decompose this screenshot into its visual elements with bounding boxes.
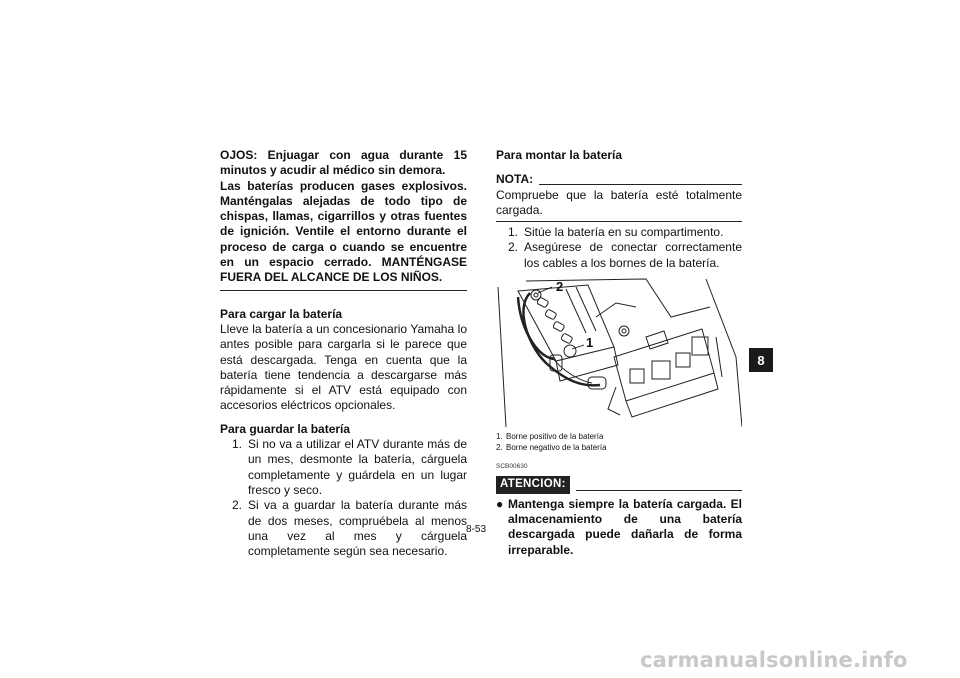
mount-item-text: Sitúe la batería en su compartimento. xyxy=(524,225,724,240)
right-column xyxy=(496,148,742,558)
store-item xyxy=(220,498,467,559)
left-column xyxy=(220,148,467,559)
battery-drawing xyxy=(496,277,742,427)
atencion-label: ATENCION: xyxy=(496,476,570,493)
warning-eyes-text: OJOS: Enjuagar con agua durante 15 minutos y acudir al médico sin demora. xyxy=(220,148,467,178)
chapter-tab: 8 xyxy=(749,348,773,372)
store-item-text: Si no va a utilizar el ATV durante más de un mes, desmonte la batería, cárguela completamente y guárdela en un lugar fresco y seco. xyxy=(248,437,467,497)
mount-item xyxy=(496,240,742,271)
mount-item-number: 2. xyxy=(507,240,518,255)
atencion-bullet xyxy=(496,497,742,558)
bullet-icon: ● xyxy=(496,496,504,511)
nota-label-row xyxy=(496,172,742,187)
store-item-number: 2. xyxy=(231,498,242,513)
caption-number: 1. xyxy=(496,432,503,442)
nota-text: Compruebe que la batería esté totalmente cargada. xyxy=(496,187,742,217)
mount-item-number: 1. xyxy=(507,225,518,240)
mount-heading: Para montar la batería xyxy=(496,148,623,162)
atencion-label-row xyxy=(496,476,742,493)
nota-rule xyxy=(539,184,742,185)
store-item-number: 1. xyxy=(231,437,242,452)
store-heading: Para guardar la batería xyxy=(220,421,351,436)
figure-label-1: 1 xyxy=(586,335,594,351)
atencion-rule xyxy=(576,490,742,491)
watermark[interactable]: carmanualsonline.info xyxy=(640,648,908,672)
store-item xyxy=(220,437,467,498)
store-item-text: Si va a guardar la batería durante más de dos meses, compruébela al menos una vez al mes y cárguela completamente según sea necesario. xyxy=(248,498,467,559)
battery-illustration xyxy=(496,277,742,427)
caption-number: 2. xyxy=(496,443,503,453)
charge-text: Lleve la batería a un concesionario Yamaha lo antes posible para cargarla si le parece que está descargada. Tenga en cuenta que la batería tiene tendencia a descargarse más rápidamente si el ATV está equipado con accesorios eléctricos opcionales. xyxy=(220,321,467,413)
charge-heading: Para cargar la batería xyxy=(220,306,343,321)
mount-item xyxy=(496,225,742,240)
figure-caption xyxy=(496,431,742,442)
warning-gases-text: Las baterías producen gases explosivos. Manténgalas alejadas de todo tipo de chispas, llamas, cigarrillos y otras fuentes de ignición. Ventile el entorno durante el proceso de carga o cuando se encuentre en un espacio cerrado. MANTÉNGASE FUERA DEL ALCANCE DE LOS NIÑOS. xyxy=(220,178,467,285)
nota-label: NOTA: xyxy=(496,172,534,187)
caption-text: Borne positivo de la batería xyxy=(506,432,604,442)
mount-item-text: Asegúrese de conectar correctamente los cables a los bornes de la batería. xyxy=(524,240,742,270)
reference-code: SCB00630 xyxy=(496,463,528,471)
page-number: 8-53 xyxy=(466,524,487,535)
caption-text: Borne negativo de la batería xyxy=(506,443,607,453)
figure-label-2: 2 xyxy=(556,279,564,295)
atencion-text: Mantenga siempre la batería cargada. El almacenamiento de una batería descargada puede dañarla de forma irreparable. xyxy=(508,496,742,557)
figure-caption xyxy=(496,442,742,453)
